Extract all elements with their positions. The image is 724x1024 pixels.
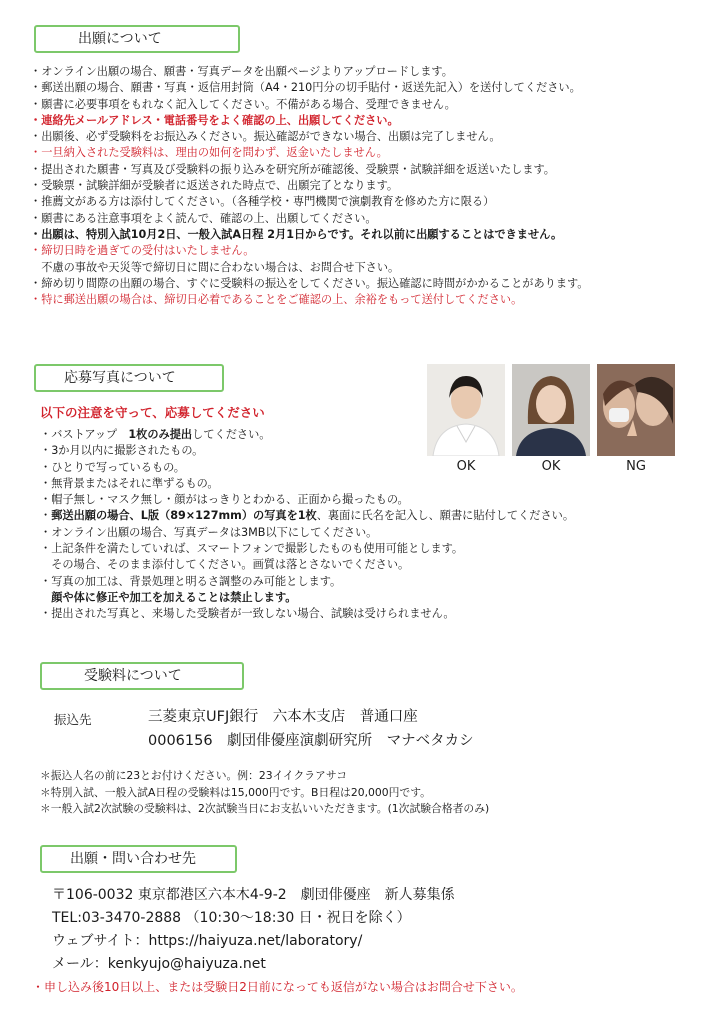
application-note: ・受験票・試験詳細が受験者に返送された時点で、出願完了となります。 xyxy=(30,179,399,193)
photo-requirement-bold: 1枚のみ提出 xyxy=(128,428,193,441)
fee-note: ＊振込人名の前に23とお付けください。例：23イイクラアサコ xyxy=(40,769,348,782)
photo-requirement xyxy=(40,557,712,573)
photo-requirement-pre: その場合、そのまま添付してください。画質は落とさないでください。 xyxy=(40,558,410,572)
application-note: ・推薦文がある方は添付してください。（各種学校・専門機関で演劇教育を修めた方に限る） xyxy=(30,195,495,209)
photo-requirement-post: 、裏面に氏名を記入し、願書に貼付してください。 xyxy=(316,509,575,523)
photo-requirement-pre: ・帽子無し・マスク無し・顔がはっきりとわかる、正面から撮ったもの。 xyxy=(40,493,409,507)
photo-requirement xyxy=(40,460,712,476)
photo-requirement xyxy=(40,574,712,590)
photo-requirement-pre xyxy=(40,591,51,604)
fee-notes-list xyxy=(40,768,489,818)
photo-requirement-pre: ・ xyxy=(40,509,52,523)
application-note: ・提出された願書・写真及び受験料の振り込みを研究所が確認後、受験票・試験詳細を返送いたします。 xyxy=(30,162,555,176)
photo-requirements-list xyxy=(40,427,712,623)
application-note: ・願書に必要事項をもれなく記入してください。不備がある場合、受理できません。 xyxy=(30,97,456,111)
photo-requirement-bold: 顔や体に修正や加工を加えることは禁止します。 xyxy=(51,590,297,604)
photo-requirement xyxy=(40,443,712,459)
application-note: ・連絡先メールアドレス・電話番号をよく確認の上、出願してください。 xyxy=(30,113,399,127)
section-header-application xyxy=(34,25,240,53)
application-note: ・出願は、特別入試10月2日、一般入試A日程 2月1日からです。それ以前に出願することはできません。 xyxy=(30,227,563,241)
photo-requirement xyxy=(40,492,712,508)
photo-caption-ok-2: OK xyxy=(541,459,561,474)
application-note: ・特に郵送出願の場合は、締切日必着であることをご確認の上、余裕をもって送付してください。 xyxy=(30,293,523,307)
application-note: ・郵送出願の場合、願書・写真・返信用封筒（A4・210円分の切手貼付・返送先記入）を送付してください。 xyxy=(30,81,581,95)
photo-requirement xyxy=(40,508,712,524)
section-title: 応募写真について xyxy=(64,370,176,386)
photo-requirement-bold: 郵送出願の場合、L版（89×127mm）の写真を1枚 xyxy=(51,509,317,523)
application-note: ・オンライン出願の場合、願書・写真データを出願ページよりアップロードします。 xyxy=(30,65,453,78)
photo-caption-ng: NG xyxy=(626,459,646,474)
application-note: ・願書にある注意事項をよく読んで、確認の上、出願してください。 xyxy=(30,211,377,225)
application-note: ・締め切り間際の出願の場合、すぐに受験料の振込をしてください。振込確認に時間がかかることがあります。 xyxy=(30,276,589,290)
photo-requirement-pre: ・上記条件を満たしていれば、スマートフォンで撮影したものも使用可能とします。 xyxy=(40,542,464,556)
section-header-photo xyxy=(34,364,224,392)
fee-note: ＊一般入試2次試験の受験料は、2次試験当日にお支払いいただきます。(1次試験合格者のみ) xyxy=(40,802,490,815)
photo-requirement xyxy=(40,525,712,541)
photo-requirement-pre: ・写真の加工は、背景処理と明るさ調整のみ可能とします。 xyxy=(40,574,342,588)
fee-note: ＊特別入試、一般入試A日程の受験料は15,000円です。B日程は20,000円です。 xyxy=(40,785,431,799)
photo-requirement xyxy=(40,427,712,443)
section-header-contact xyxy=(40,845,237,873)
contact-tel: TEL:03-3470-2888 （10:30〜18:30 日・祝日を除く） xyxy=(52,910,411,926)
section-title: 出願・問い合わせ先 xyxy=(70,851,196,867)
photo-requirement-pre: ・無背景またはそれに準ずるもの。 xyxy=(40,476,219,490)
photo-notice: 以下の注意を守って、応募してください xyxy=(40,405,265,420)
photo-caption-ok-1: OK xyxy=(456,459,476,474)
section-title: 受験料について xyxy=(84,668,182,684)
application-notes-list xyxy=(30,64,710,308)
photo-requirement xyxy=(40,606,712,622)
application-note: ・締切日時を過ぎての受付はいたしません。 xyxy=(30,244,255,258)
photo-requirement-pre: ・ひとりで写っているもの。 xyxy=(40,460,185,474)
photo-requirement-pre: ・提出された写真と、来場した受験者が一致しない場合、試験は受けられません。 xyxy=(40,607,455,621)
application-note: 不慮の事故や天災等で締切日に間に合わない場合は、お問合せ下さい。 xyxy=(30,260,400,274)
photo-requirement-pre: ・3か月以内に撮影されたもの。 xyxy=(40,444,204,458)
contact-email[interactable]: メール：kenkyujo@haiyuza.net xyxy=(52,956,266,972)
photo-requirement xyxy=(40,590,712,606)
photo-requirement-post: してください。 xyxy=(192,428,271,441)
application-note: ・出願後、必ず受験料をお振込みください。振込確認ができない場合、出願は完了しません。 xyxy=(30,130,501,144)
photo-requirement xyxy=(40,476,712,492)
photo-requirement xyxy=(40,541,712,557)
account-line: 0006156 劇団俳優座演劇研究所 マナベタカシ xyxy=(148,733,474,749)
bank-line: 三菱東京UFJ銀行 六本木支店 普通口座 xyxy=(148,709,418,725)
photo-requirement-pre: ・オンライン出願の場合、写真データは3MB以下にしてください。 xyxy=(40,525,378,539)
section-header-fee xyxy=(40,662,244,690)
contact-website[interactable]: ウェブサイト：https://haiyuza.net/laboratory/ xyxy=(52,933,363,949)
transfer-label: 振込先 xyxy=(54,712,92,727)
final-note: ・申し込み後10日以上、または受験日2日前になっても返信がない場合はお問合せ下さい。 xyxy=(32,980,523,994)
section-title: 出願について xyxy=(78,31,162,47)
application-note: ・一旦納入された受験料は、理由の如何を問わず、返金いたしません。 xyxy=(30,146,388,160)
contact-address: 〒106-0032 東京都港区六本木4-9-2 劇団俳優座 新人募集係 xyxy=(52,887,455,903)
photo-requirement-pre: ・バストアップ xyxy=(40,428,129,441)
